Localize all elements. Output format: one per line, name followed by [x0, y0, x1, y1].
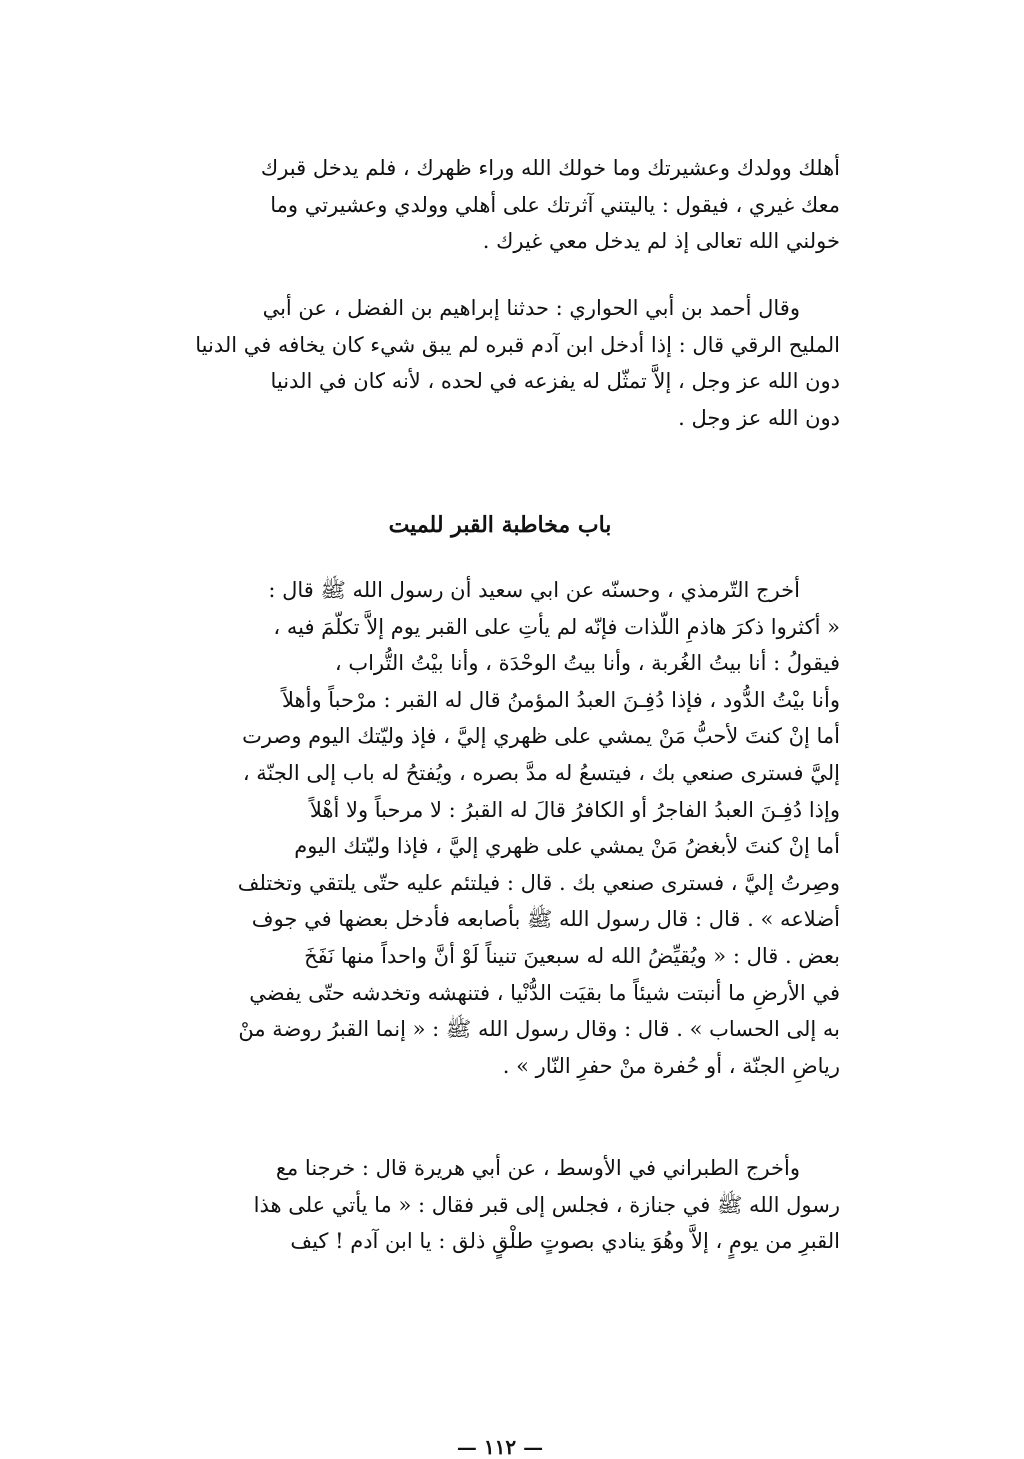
text-line: به إلى الحساب » . قال : وقال رسول الله ﷺ : « إنما القبرُ روضة منْ — [238, 1017, 840, 1042]
text-line: فيقولُ : أنا بيتُ الغُربة ، وأنا بيتُ الوحْدَة ، وأنا بيْتُ التُّراب ، — [334, 651, 840, 676]
text-line: أخرج التّرمذي ، وحسنّه عن ابي سعيد أن رسول الله ﷺ قال : — [268, 578, 800, 602]
paragraph-4 — [160, 1150, 840, 1260]
paragraph-1 — [160, 150, 840, 260]
text-line: دون الله عز وجل . — [678, 405, 840, 430]
text-line: وقال أحمد بن أبي الحواري : حدثنا إبراهيم بن الفضل ، عن أبي — [262, 296, 800, 320]
text-line: دون الله عز وجل ، إلاَّ تمثّل له يفزعه في لحده ، لأنه كان في الدنيا — [270, 369, 840, 394]
text-line: وإذا دُفِـنَ العبدُ الفاجرُ أو الكافرُ قالَ له القبرُ : لا مرحباً ولا أهْلاً — [309, 797, 840, 822]
paragraph-3 — [160, 572, 840, 1084]
text-line: إليَّ فسترى صنعي بك ، فيتسعُ له مدَّ بصره ، ويُفتحُ له باب إلى الجنّة ، — [242, 760, 840, 785]
text-line: معك غيري ، فيقول : ياليتني آثرتك على أهلي وولدي وعشيرتي وما — [270, 192, 840, 217]
text-line: في الأرضِ ما أنبتت شيئاً ما بقيَت الدُّنْيا ، فتنهشه وتخدشه حتّى يفضي — [249, 980, 840, 1005]
text-line: وأنا بيْتُ الدُّود ، فإذا دُفِـنَ العبدُ المؤمنُ قال له القبر : مرْحباً وأهلاً — [282, 687, 840, 712]
text-line: المليح الرقي قال : إذا أدخل ابن آدم قبره لم يبق شيء كان يخافه في الدنيا — [195, 332, 840, 357]
text-line: أما إنْ كنتَ لأبغضُ مَنْ يمشي على ظهري إليَّ ، فإذا وليّتك اليوم — [294, 834, 840, 859]
text-line: خولني الله تعالى إذ لم يدخل معي غيرك . — [482, 229, 840, 254]
text-line: بعض . قال : « ويُقيِّضُ الله له سبعينَ تنيناً لَوْ أنَّ واحداً منها نَفَخَ — [304, 943, 840, 968]
text-line: « أكثروا ذكرَ هاذمِ اللّذات فإنّه لم يأتِ على القبر يوم إلاَّ تكلّمَ فيه ، — [273, 614, 840, 639]
text-line: رياضِ الجنّة ، أو حُفرة منْ حفرِ النّار » . — [502, 1053, 840, 1078]
paragraph-2 — [160, 290, 840, 436]
text-line: أما إنْ كنتَ لأحبُّ مَنْ يمشي على ظهري إليَّ ، فإذ وليّتك اليوم وصرت — [242, 724, 840, 749]
page-number: — ١١٢ — — [456, 1435, 544, 1459]
text-line: أضلاعه » . قال : قال رسول الله ﷺ بأصابعه فأدخل بعضها في جوف — [251, 907, 840, 932]
section-heading: باب مخاطبة القبر للميت — [388, 512, 612, 538]
text-line: رسول الله ﷺ في جنازة ، فجلس إلى قبر فقال : « ما يأتي على هذا — [253, 1192, 840, 1217]
text-line: أهلك وولدك وعشيرتك وما خولك الله وراء ظهرك ، فلم يدخل قبرك — [260, 156, 840, 180]
text-line: القبرِ من يومٍ ، إلاَّ وهُوَ ينادي بصوتٍ طلْقٍ ذلق : يا ابن آدم ! كيف — [290, 1229, 840, 1254]
text-line: وأخرج الطبراني في الأوسط ، عن أبي هريرة قال : خرجنا مع — [275, 1156, 800, 1180]
text-line: وصِرتُ إليَّ ، فسترى صنعي بك . قال : فيلتئم عليه حتّى يلتقي وتختلف — [237, 870, 840, 895]
